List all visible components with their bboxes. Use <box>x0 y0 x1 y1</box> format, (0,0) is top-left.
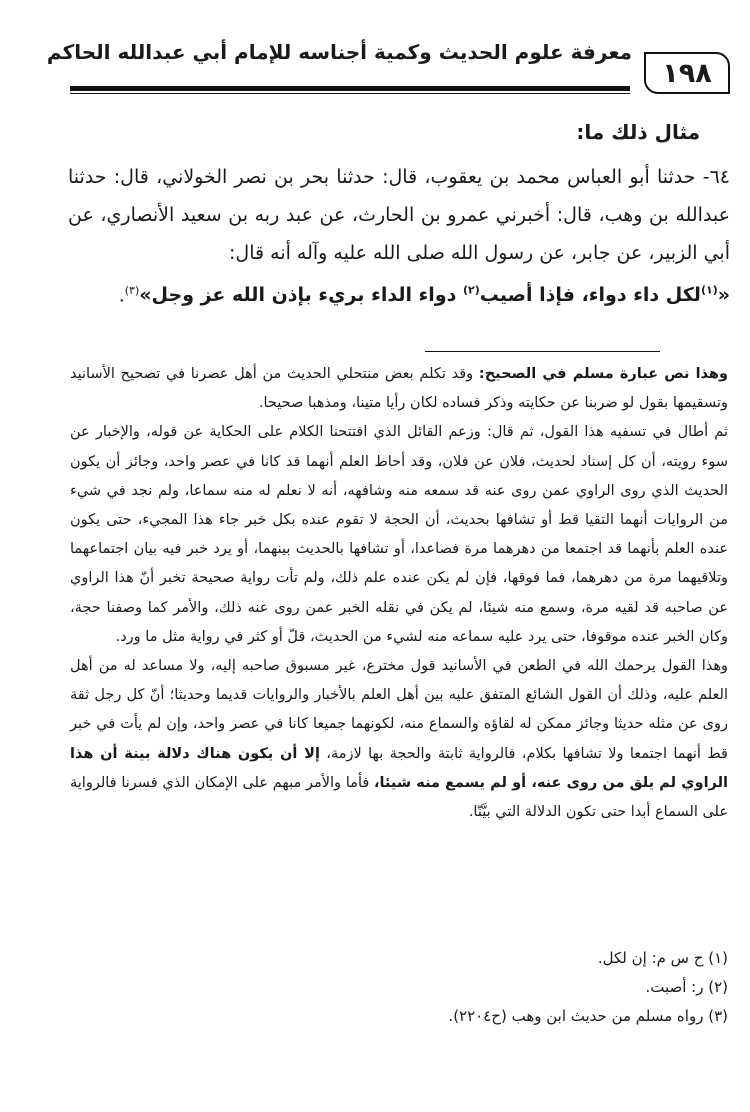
footnote-separator <box>425 351 660 352</box>
commentary-text-3b: فأما والأمر مبهم على الإمكان الذي فسرنا فالرواية على السماع أبدا حتى تكون الدلالة التي بيَّنّا. <box>70 774 728 821</box>
footnote-ref-1: (١) <box>700 284 718 297</box>
commentary-block <box>70 360 728 827</box>
hadith-isnad: ٦٤- حدثنا أبو العباس محمد بن يعقوب، قال: حدثنا بحر بن نصر الخولاني، قال: حدثنا عبدالله بن وهب، قال: أخبرني عمرو بن الحارث، عن عبد ربه بن سعيد الأنصاري، عن أبي الزبير، عن جابر، عن رسول الله صلى الله عليه وآله أنه قال: <box>68 166 730 264</box>
footnote-2: (٢) ر: أصبت. <box>645 978 728 996</box>
commentary-text-3a: وهذا القول يرحمك الله في الطعن في الأسانيد قول مخترع، غير مسبوق صاحبه إليه، ولا مساعد له من أهل العلم عليه، وذلك أن القول الشائع المتفق عليه بين أهل العلم بالأخبار والروايات قديما وحديثا؛ أنّ كل رجل ثقة روى عن مثله حديثا وجائز ممكن له لقاؤه والسماع منه، لكونهما جميعا كانا في عصر واحد، وإن لم يأت في خبر قط أنهما اجتمعا ولا تشافها بكلام، فالرواية ثابتة والحجة بها لازمة، <box>70 658 728 762</box>
commentary-paragraph-2: ثم أطال في تسفيه هذا القول، ثم قال: وزعم القائل الذي افتتحنا الكلام على الحكاية عن قوله، والإخبار عن سوء رويته، أن كل إسناد لحديث، فلان عن فلان، وقد أحاط العلم أنهما قد كانا في عصر واحد، وجائز أن يكون الحديث الذي روى الراوي عمن روى عنه قد سمعه منه وشافهه، أنه لا نعلم له منه سماعا، ولم نجد في شيء من الروايات أنهما التقيا قط أو تشافها بحديث، أن الحجة لا تقوم عنده بكل خبر جاء هذا المجيء، حتى يكون عنده العلم بأنهما قد اجتمعا من دهرهما مرة فصاعدا، أو تشافها بالحديث بينهما، أو يرد خبر فيه بيان اجتماعهما وتلاقيهما مرة من دهرهما، فما فوقها، فإن لم يكن عنده علم ذلك، ولم تأت رواية صحيحة تخبر أنّ هذا الراوي عن صاحبه قد لقيه مرة، وسمع منه شيئا، لم يكن في نقله الخبر عمن روى عنه ذلك، والأمر كما وصفنا حجة، وكان الخبر عنده موقوفا، حتى يرد عليه سماعه منه لشيء من الحديث، قلّ أو كثر في رواية مثل ما ورد. <box>70 424 728 645</box>
hadith-quote <box>139 284 730 306</box>
sentence-end: . <box>118 284 125 307</box>
header-rule <box>70 86 630 91</box>
quote-part-1: لكل داء دواء، فإذا أصيب <box>479 284 701 307</box>
section-heading: مثال ذلك ما: <box>576 120 700 144</box>
commentary-paragraph-1 <box>70 360 728 418</box>
main-text-block <box>68 120 730 314</box>
footnotes <box>70 944 728 1031</box>
running-title: معرفة علوم الحديث وكمية أجناسه للإمام أبي عبدالله الحاكم <box>46 40 632 64</box>
commentary-paragraph-3 <box>70 652 728 827</box>
quote-part-2: دواء الداء بريء بإذن الله عز وجل» <box>139 284 463 307</box>
page-number: ١٩٨ <box>644 52 730 94</box>
quote-open: « <box>717 284 730 307</box>
header-rule-thin <box>70 93 630 94</box>
footnote-ref-2: (٢) <box>462 284 480 297</box>
commentary-text-1: وقد تكلم بعض منتحلي الحديث من أهل عصرنا في تصحيح الأسانيد وتسقيمها بقول لو ضربنا عن حكايته وذكر فساده لكان رأيا متينا، ومذهبا صحيحا. <box>70 366 728 412</box>
commentary-emphasis: إلا أن يكون هناك دلالة بينة أن هذا الراوي لم يلق من روى عنه، أو لم يسمع منه شيئا، <box>70 745 728 791</box>
footnote-3: (٣) رواه مسلم من حديث ابن وهب (ح٢٢٠٤). <box>448 1007 728 1025</box>
hadith-text <box>68 158 730 314</box>
footnote-1: (١) ح س م: إن لكل. <box>597 949 728 967</box>
footnote-ref-3: (٣) <box>124 284 140 297</box>
commentary-lead: وهذا نص عبارة مسلم في الصحيح: <box>478 366 728 382</box>
